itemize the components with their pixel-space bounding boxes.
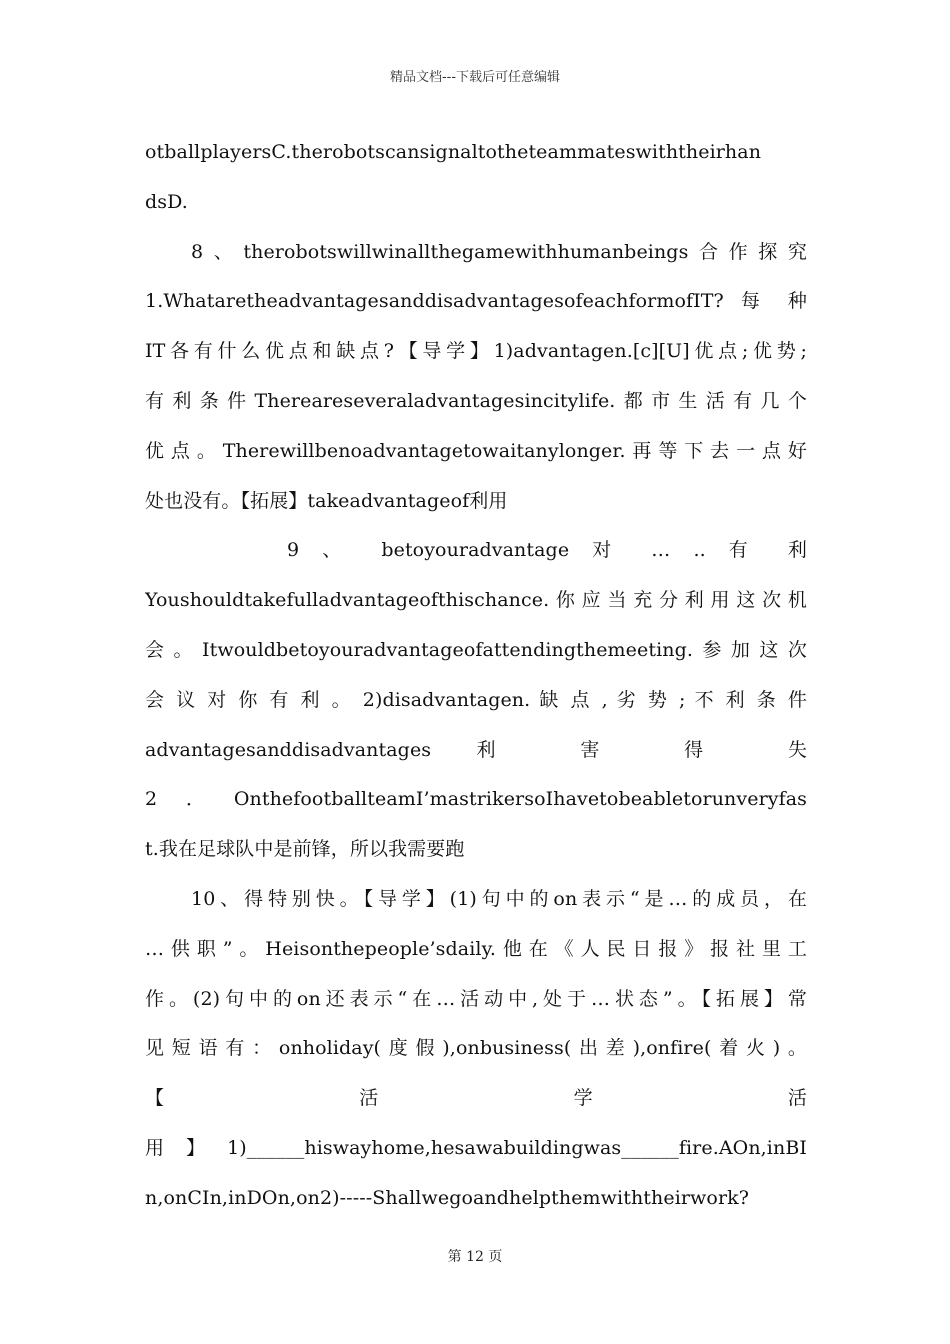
text-line-21: 用】1)______hiswayhome,hesawabuildingwas______fire.AOn,inBI — [145, 1136, 807, 1159]
text-line-20: 【 活 学 活 — [145, 1087, 807, 1110]
text-line-6: 有利条件Thereareseveraladvantagesincitylife.都市生活有几个 — [145, 389, 807, 412]
text-line-2: dsD. — [145, 190, 188, 213]
text-line-9: 9 、 betoyouradvantage 对 … .. 有 利 — [287, 539, 807, 562]
text-line-22: n,onCIn,inDOn,on2)-----Shallwegoandhelpthemwiththeirwork? — [145, 1186, 750, 1209]
text-line-12: 会 议 对 你 有 利 。 2)disadvantagen. 缺 点 , 劣 势 ; 不 利 条 件 — [145, 688, 807, 711]
text-line-13: advantagesanddisadvantages 利 害 得 失 — [145, 738, 807, 761]
text-line-7: 优点。Therewillbenoadvantagetowaitanylonger.再等下去一点好 — [145, 439, 807, 462]
page-header: 精品文档---下载后可任意编辑 — [389, 70, 561, 85]
text-line-15: t.我在足球队中是前锋，所以我需要跑 — [145, 838, 465, 861]
document-body — [145, 128, 807, 1224]
text-line-10: Youshouldtakefulladvantageofthischance.你应当充分利用这次机 — [145, 589, 807, 612]
text-line-3: 8、therobotswillwinallthegamewithhumanbeings合作探究 — [191, 240, 807, 263]
text-line-17: …供职”。Heisonthepeople’sdaily.他在《人民日报》报社里工 — [145, 937, 807, 960]
text-line-8: 处也没有。【拓展】takeadvantageof利用 — [145, 489, 508, 512]
text-line-14: 2．OnthefootballteamI’mastrikersoIhavetobeabletorunveryfas — [145, 788, 807, 811]
text-line-11: 会。Itwouldbetoyouradvantageofattendingthemeeting.参加这次 — [145, 638, 807, 661]
text-line-5: IT各有什么优点和缺点?【导学】1)advantagen.[c][U]优点;优势; — [145, 340, 807, 363]
page-number: 第 12 页 — [447, 1249, 503, 1265]
text-line-4: 1.WhataretheadvantagesanddisadvantagesofeachformofIT? 每 种 — [145, 290, 807, 313]
text-line-18: 作。(2)句中的on还表示“在…活动中,处于…状态”。【拓展】常 — [145, 987, 807, 1010]
text-line-1: otballplayersC.therobotscansignaltotheteammateswiththeirhan — [145, 141, 762, 163]
text-line-19: 见短语有：onholiday(度假),onbusiness(出差),onfire(着火)。 — [145, 1037, 807, 1060]
text-line-16: 10、得特别快。【导学】(1)句中的on表示“是…的成员，在 — [191, 887, 807, 910]
